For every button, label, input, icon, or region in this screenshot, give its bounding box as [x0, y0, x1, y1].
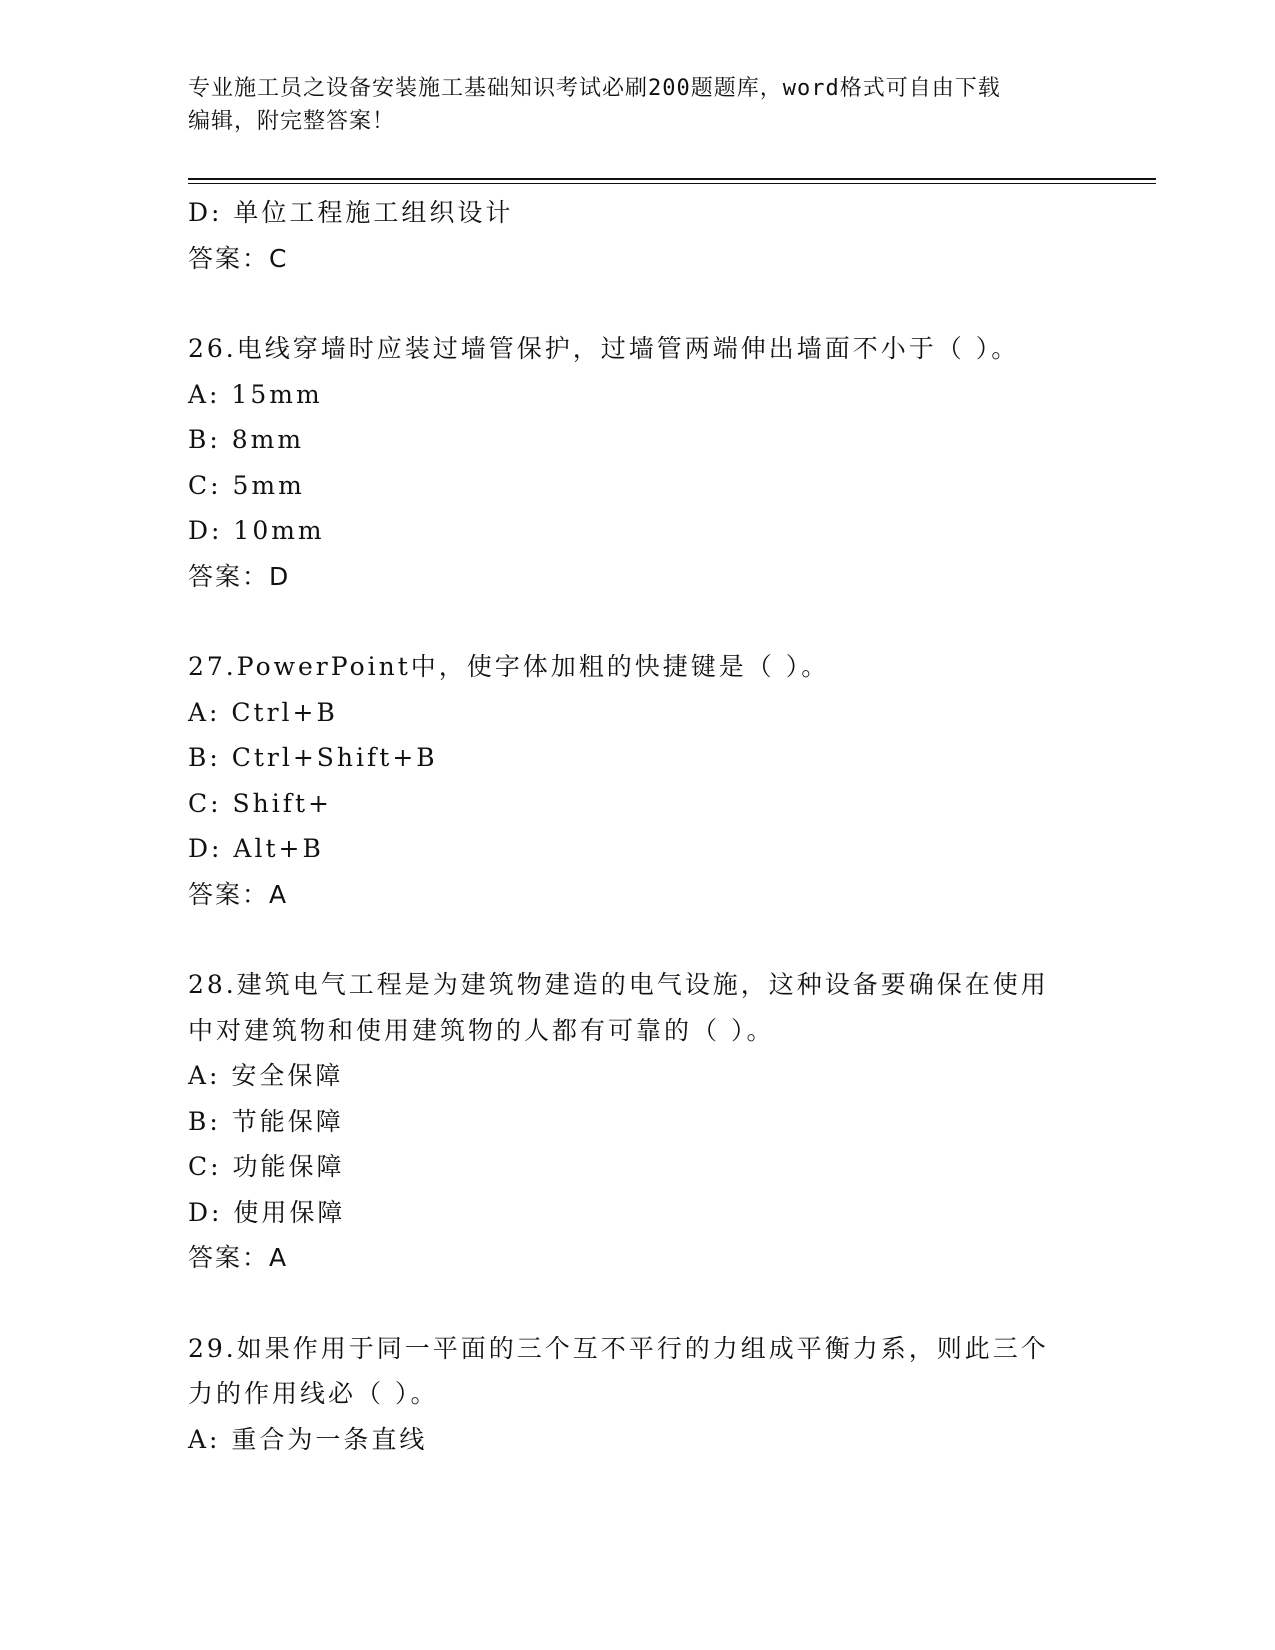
spacer — [188, 281, 1088, 326]
option-a: A: Ctrl+B — [188, 697, 338, 727]
option-c: C: Shift+ — [188, 788, 332, 818]
header-divider-thick — [188, 178, 1156, 180]
spacer — [188, 599, 1088, 644]
question-stem-line-1: 29.如果作用于同一平面的三个互不平行的力组成平衡力系，则此三个 — [188, 1333, 1049, 1363]
page-header — [188, 72, 1068, 138]
option-d: D: Alt+B — [188, 834, 324, 863]
option-a: A: 重合为一条直线 — [188, 1424, 428, 1454]
question-stem-line-2: 中对建筑物和使用建筑物的人都有可靠的（ ）。 — [188, 1015, 775, 1045]
question-stem-line-2: 力的作用线必（ ）。 — [188, 1379, 439, 1408]
answer-label: 答案：A — [188, 1243, 289, 1272]
question-stem-line-1: 28.建筑电气工程是为建筑物建造的电气设施，这种设备要确保在使用 — [188, 970, 1049, 999]
question-28 — [188, 962, 1088, 1281]
option-d: D: 10mm — [188, 516, 325, 545]
header-line-2: 编辑，附完整答案！ — [188, 109, 396, 134]
answer-label: 答案：D — [188, 561, 291, 591]
answer-label: 答案：C — [188, 243, 289, 273]
option-d: D: 使用保障 — [188, 1197, 346, 1227]
question-stem: 27.PowerPoint中，使字体加粗的快捷键是（ ）。 — [188, 652, 830, 681]
question-27 — [188, 644, 1088, 917]
option-b: B: Ctrl+Shift+B — [188, 743, 438, 772]
question-stem: 26.电线穿墙时应装过墙管保护，过墙管两端伸出墙面不小于（ ）。 — [188, 334, 1020, 363]
option-b: B: 节能保障 — [188, 1106, 344, 1136]
spacer — [188, 917, 1088, 962]
spacer — [188, 1281, 1088, 1326]
question-29 — [188, 1326, 1088, 1463]
option-b: B: 8mm — [188, 425, 305, 454]
header-line-1: 专业施工员之设备安装施工基础知识考试必刷200题题库，word格式可自由下载 — [188, 76, 1001, 101]
header-divider-thin — [188, 183, 1156, 184]
option-c: C: 功能保障 — [188, 1152, 345, 1181]
answer-label: 答案：A — [188, 879, 289, 909]
previous-question-tail — [188, 190, 1088, 281]
option-a: A: 安全保障 — [188, 1061, 344, 1090]
question-26 — [188, 326, 1088, 599]
option-a: A: 15mm — [188, 379, 323, 409]
question-list — [188, 190, 1088, 1462]
option-d: D: 单位工程施工组织设计 — [188, 198, 514, 227]
option-c: C: 5mm — [188, 470, 305, 500]
